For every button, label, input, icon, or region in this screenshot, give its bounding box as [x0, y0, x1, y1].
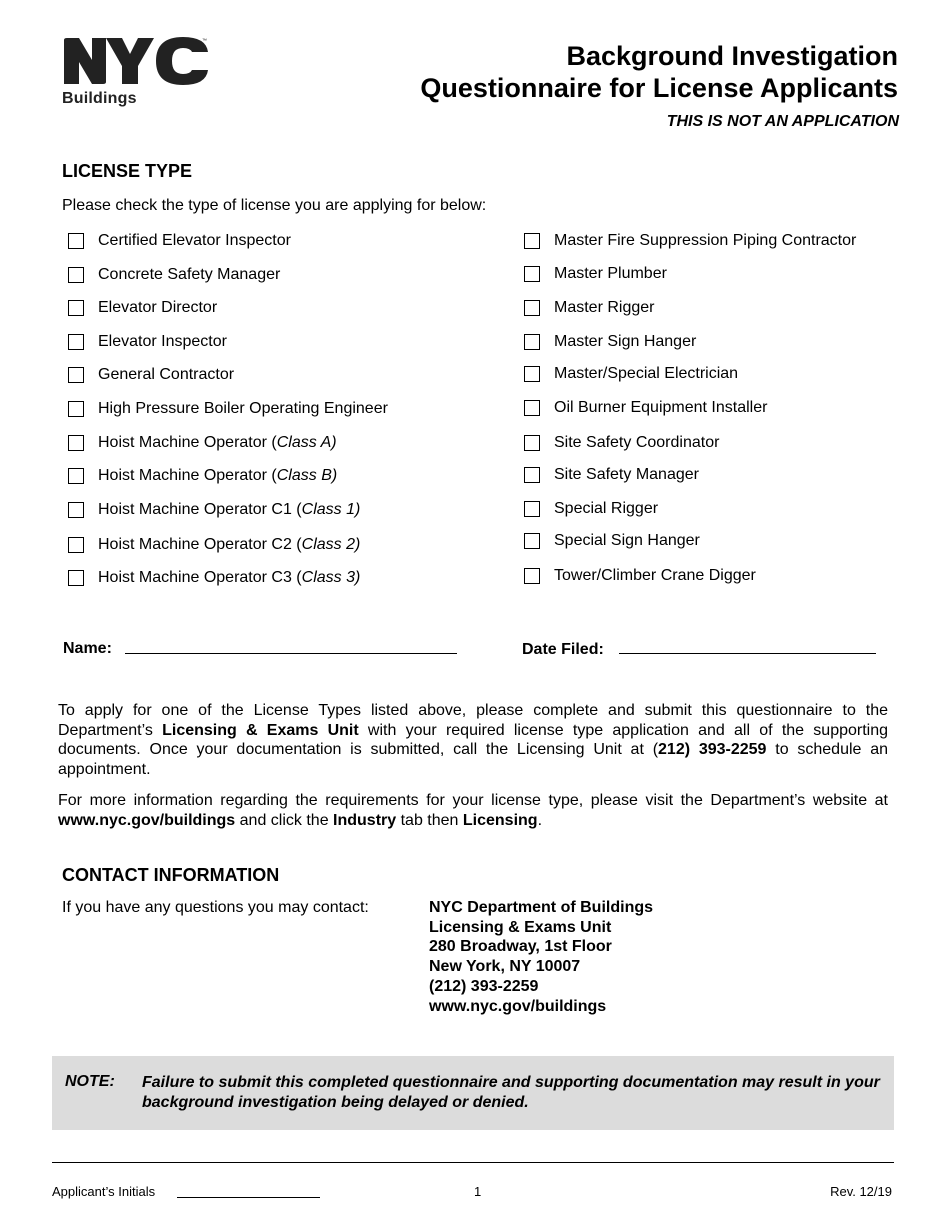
industry-tab-ref: Industry: [333, 811, 397, 829]
license-option-label: Elevator Director: [98, 299, 218, 316]
nyc-buildings-logo: [62, 36, 212, 110]
license-option-label: Hoist Machine Operator (Class A): [98, 434, 337, 451]
date-filed-field[interactable]: [619, 653, 876, 654]
licensing-phone: 212) 393-2259: [658, 741, 767, 758]
page-title: [420, 40, 898, 104]
license-option[interactable]: [524, 565, 756, 587]
license-option[interactable]: [524, 331, 696, 353]
applicant-initials-label: Applicant’s Initials: [52, 1184, 156, 1199]
license-option[interactable]: [524, 397, 767, 419]
license-option-label: Site Safety Coordinator: [554, 434, 720, 451]
contact-street: 280 Broadway, 1st Floor: [429, 938, 612, 956]
license-option[interactable]: [68, 499, 360, 521]
name-label: Name:: [63, 640, 112, 657]
license-option-label: Concrete Safety Manager: [98, 266, 281, 283]
license-checkbox[interactable]: [524, 266, 540, 282]
website-link[interactable]: www.nyc.gov/buildings: [58, 811, 236, 829]
license-option[interactable]: [524, 498, 658, 520]
license-checkbox[interactable]: [68, 435, 84, 451]
license-option-label: Certified Elevator Inspector: [98, 232, 291, 249]
license-checkbox[interactable]: [524, 400, 540, 416]
contact-website[interactable]: www.nyc.gov/buildings: [429, 997, 607, 1015]
logo-subtitle: Buildings: [62, 90, 137, 107]
note-box: [52, 1056, 894, 1130]
svg-text:™: ™: [202, 38, 207, 44]
license-option-label: Special Rigger: [554, 500, 659, 517]
license-option[interactable]: [68, 465, 337, 487]
license-type-heading: LICENSE TYPE: [62, 161, 193, 181]
license-option-label: Master/Special Electrician: [554, 365, 739, 382]
instructions-paragraph-2: For more information regarding the requirements for your license type, please visit the Department’s website at www.nyc.gov/buildings and click the Industry tab then Licensing.: [58, 792, 888, 829]
license-option-label: Site Safety Manager: [554, 466, 699, 483]
license-checkbox[interactable]: [524, 366, 540, 382]
license-option[interactable]: [524, 530, 700, 552]
license-option-label: Hoist Machine Operator C1 (Class 1): [98, 501, 361, 518]
license-checkbox[interactable]: [68, 537, 84, 553]
license-checkbox[interactable]: [68, 300, 84, 316]
license-option-label: Special Sign Hanger: [554, 532, 700, 549]
license-checkbox[interactable]: [68, 233, 84, 249]
license-option[interactable]: [68, 567, 360, 589]
license-checkbox[interactable]: [524, 568, 540, 584]
license-option-label: Tower/Climber Crane Digger: [554, 567, 756, 584]
title-line-1: Background Investigation: [566, 41, 898, 71]
license-option-label: Master Fire Suppression Piping Contractor: [554, 232, 857, 249]
license-option-label: Oil Burner Equipment Installer: [554, 399, 768, 416]
license-checkbox[interactable]: [524, 533, 540, 549]
license-option[interactable]: [68, 264, 280, 286]
license-option[interactable]: [68, 230, 291, 252]
applicant-initials-field[interactable]: [177, 1197, 320, 1198]
note-text: Failure to submit this completed questionnaire and supporting documentation may result in your background investigation being delayed or denied.: [142, 1074, 880, 1111]
license-option[interactable]: [524, 432, 719, 454]
license-checkbox[interactable]: [524, 501, 540, 517]
license-checkbox[interactable]: [68, 367, 84, 383]
revision-label: Rev. 12/19: [830, 1184, 892, 1199]
license-option[interactable]: [68, 331, 227, 353]
contact-heading: CONTACT INFORMATION: [62, 865, 280, 885]
instructions-paragraph-1: To apply for one of the License Types listed above, please complete and submit this questionnaire to the Department’s Licensing & Exams Unit with your required license type application and all of the supporting documents. Once your documentation is submitted, call the Licensing Unit at (212) 393-2259 to schedule an appointment.: [58, 702, 889, 778]
licensing-ref: Licensing: [462, 811, 538, 829]
date-filed-label: Date Filed:: [522, 641, 604, 658]
license-option-label: Master Rigger: [554, 299, 655, 316]
license-option-label: Master Plumber: [554, 265, 667, 282]
license-checkbox[interactable]: [68, 468, 84, 484]
license-checkbox[interactable]: [68, 502, 84, 518]
license-checkbox[interactable]: [68, 401, 84, 417]
contact-phone: (212) 393-2259: [429, 977, 539, 995]
contact-org: NYC Department of Buildings: [429, 899, 654, 916]
license-checkbox[interactable]: [68, 334, 84, 350]
license-option[interactable]: [68, 364, 234, 386]
contact-prompt: If you have any questions you may contact:: [62, 899, 369, 916]
license-option[interactable]: [524, 263, 667, 285]
contact-city: New York, NY 10007: [429, 958, 581, 976]
license-option[interactable]: [524, 363, 738, 385]
license-checkbox[interactable]: [68, 267, 84, 283]
license-option[interactable]: [68, 398, 388, 420]
license-checkbox[interactable]: [524, 233, 540, 249]
license-type-instruction: Please check the type of license you are applying for below:: [62, 197, 487, 214]
license-option-label: Elevator Inspector: [98, 333, 227, 350]
license-checkbox[interactable]: [524, 334, 540, 350]
title-line-2: Questionnaire for License Applicants: [420, 73, 898, 103]
license-option-label: Hoist Machine Operator (Class B): [98, 467, 338, 484]
licensing-unit-name: Licensing & Exams Unit: [162, 721, 359, 739]
not-application-notice: THIS IS NOT AN APPLICATION: [666, 113, 899, 130]
license-checkbox[interactable]: [68, 570, 84, 586]
license-option-label: High Pressure Boiler Operating Engineer: [98, 400, 388, 417]
license-checkbox[interactable]: [524, 300, 540, 316]
license-checkbox[interactable]: [524, 435, 540, 451]
page-number: 1: [474, 1184, 482, 1199]
contact-address-block: [429, 898, 653, 1016]
name-field[interactable]: [125, 653, 457, 654]
footer-divider: [52, 1162, 894, 1163]
license-option-label: Hoist Machine Operator C2 (Class 2): [98, 536, 361, 553]
license-checkbox[interactable]: [524, 467, 540, 483]
license-option[interactable]: [68, 534, 360, 556]
license-option[interactable]: [68, 297, 217, 319]
contact-unit: Licensing & Exams Unit: [429, 918, 612, 936]
license-option[interactable]: [524, 297, 654, 319]
note-label: NOTE:: [65, 1073, 115, 1090]
license-option[interactable]: [524, 230, 856, 252]
license-option[interactable]: [524, 464, 699, 486]
license-option[interactable]: [68, 432, 337, 454]
nyc-logo-mark: [62, 36, 210, 86]
license-option-label: Hoist Machine Operator C3 (Class 3): [98, 569, 361, 586]
license-option-label: General Contractor: [98, 366, 235, 383]
license-option-label: Master Sign Hanger: [554, 333, 697, 350]
